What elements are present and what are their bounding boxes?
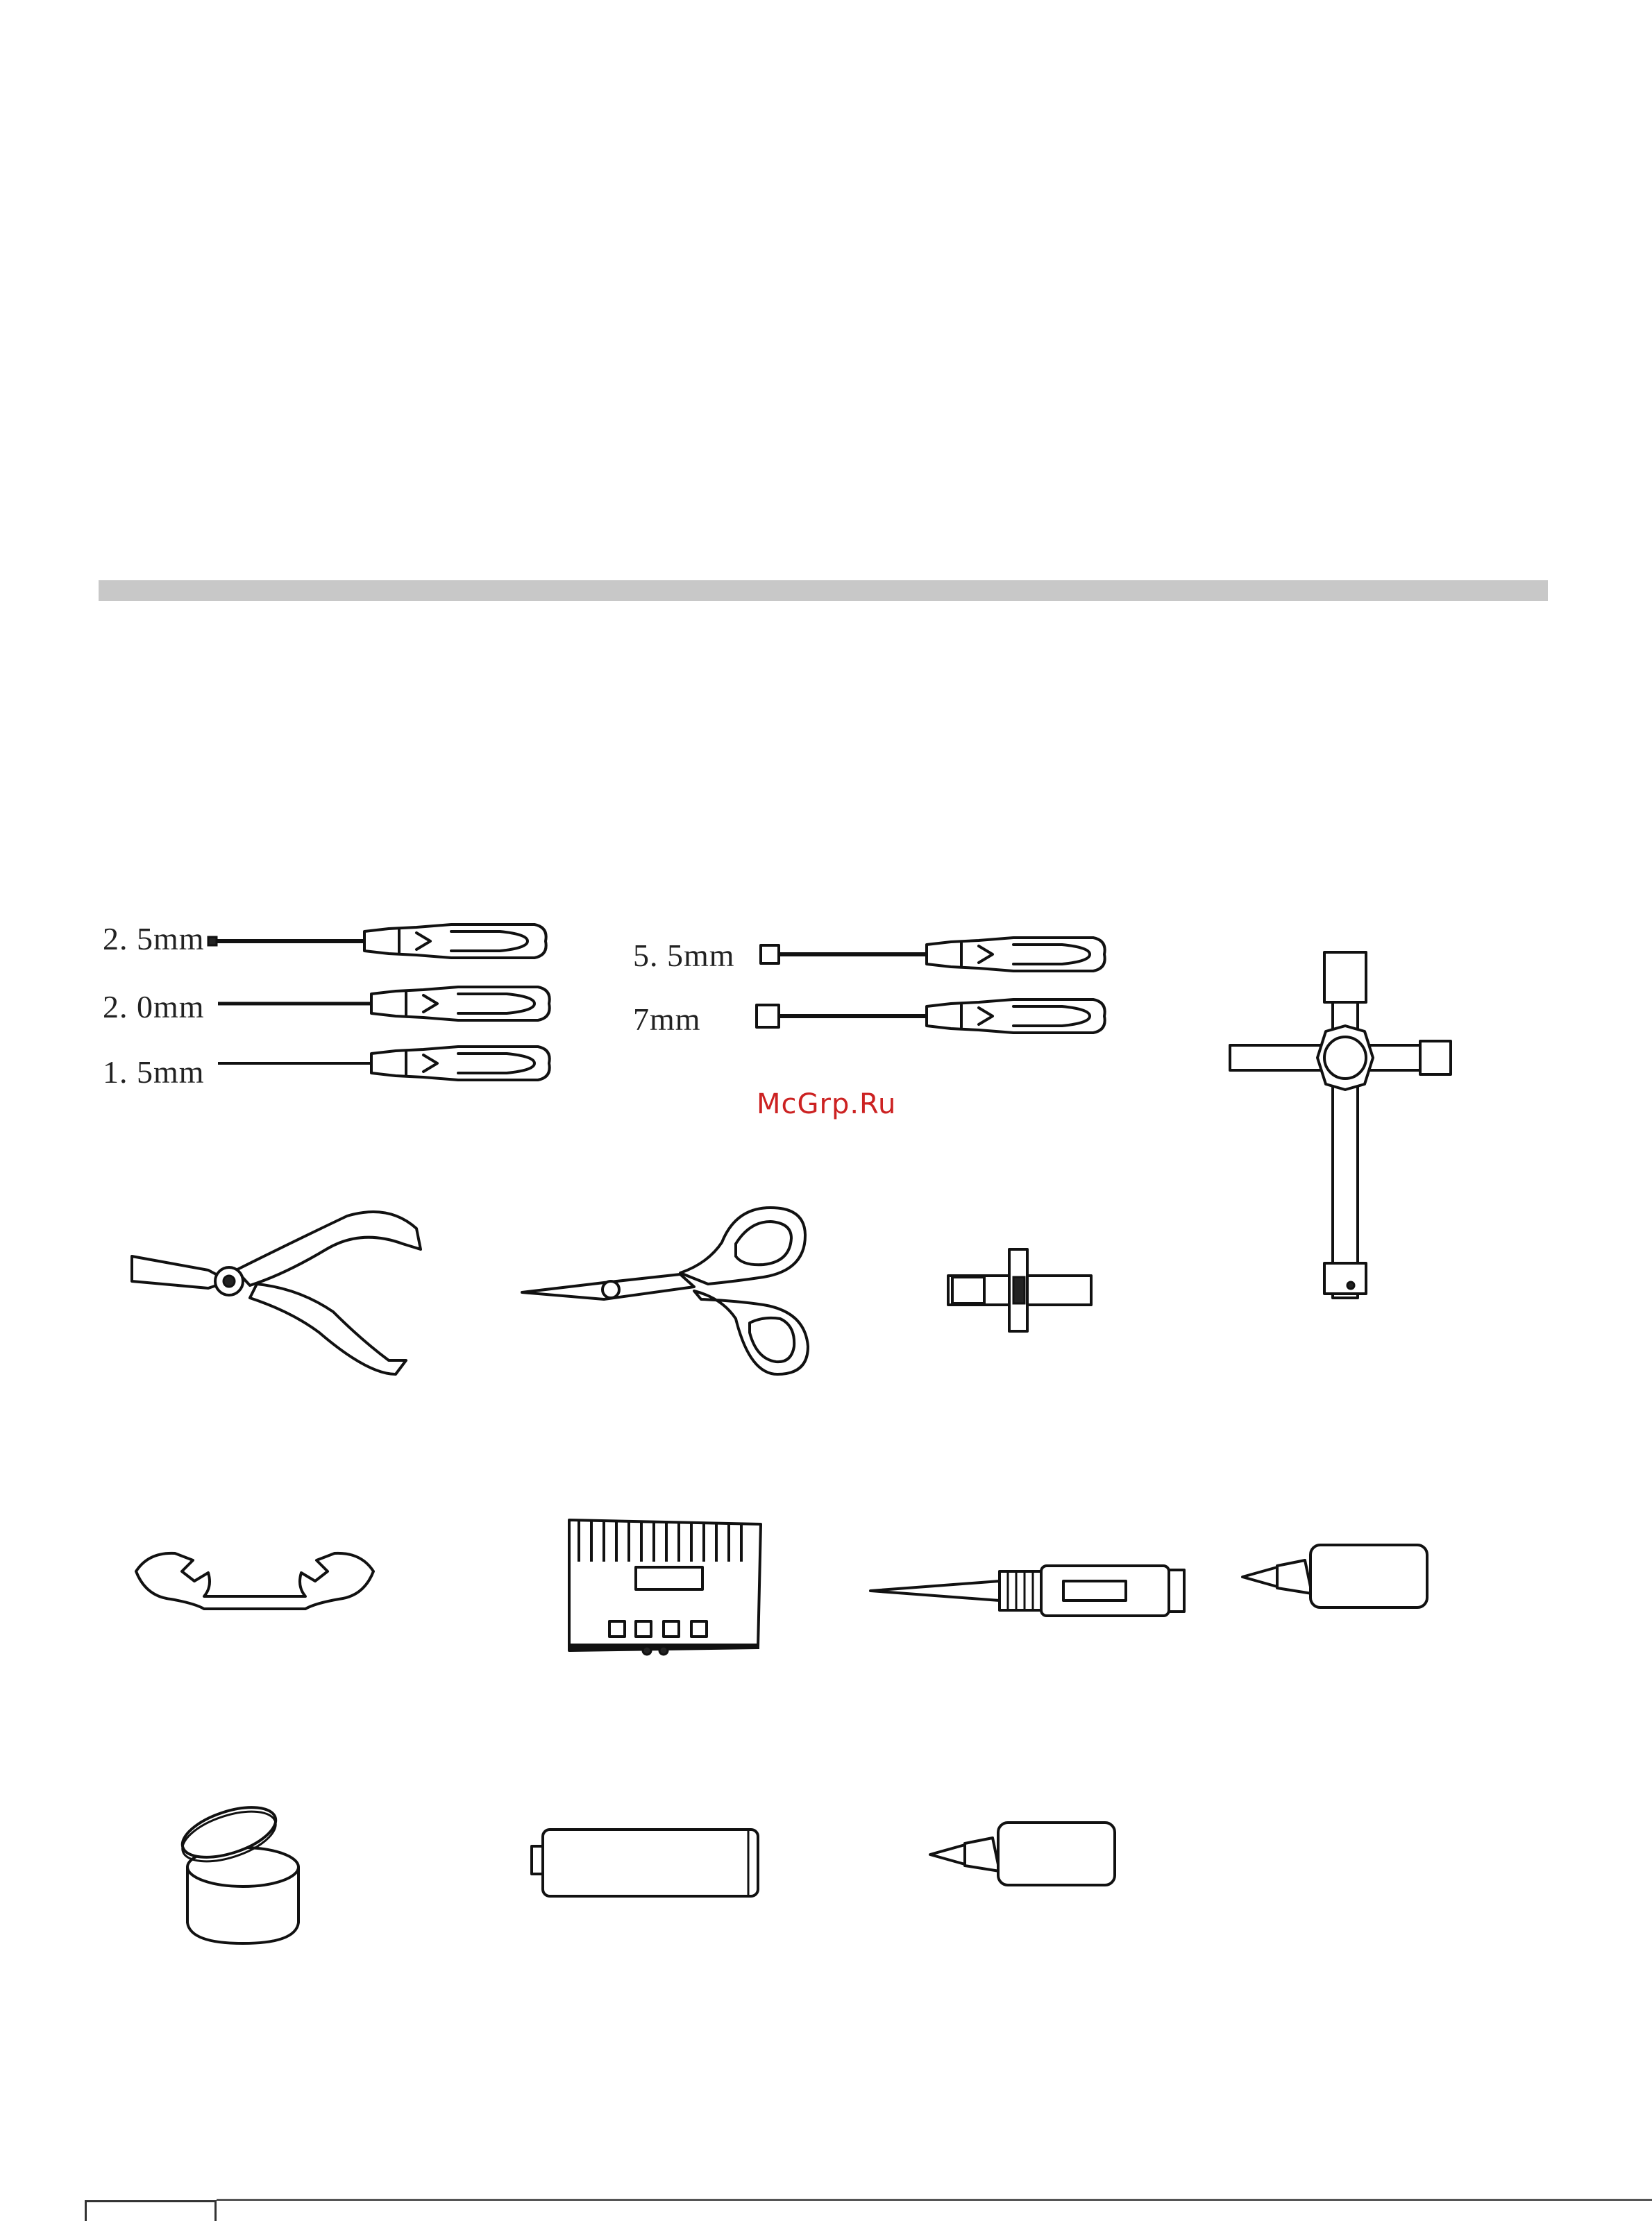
socket-driver-label-7: 7mm xyxy=(633,1002,701,1037)
hex-driver-label-2-0: 2. 0mm xyxy=(103,989,205,1024)
socket-driver-5-5-icon xyxy=(761,938,1105,971)
cylinder-battery-icon xyxy=(532,1830,758,1896)
hex-driver-label-1-5: 1. 5mm xyxy=(103,1054,205,1090)
hex-driver-2-5-icon xyxy=(208,924,546,958)
hex-driver-2-0-icon xyxy=(218,987,550,1020)
pliers-icon xyxy=(132,1212,421,1374)
socket-driver-label-5-5: 5. 5mm xyxy=(633,938,735,973)
oil-bottle-2-icon xyxy=(930,1823,1115,1885)
oil-bottle-icon xyxy=(1242,1545,1427,1607)
small-cross-tool-icon xyxy=(948,1249,1091,1331)
grease-jar-icon xyxy=(176,1798,298,1943)
scissors-icon xyxy=(522,1208,808,1374)
hex-driver-label-2-5: 2. 5mm xyxy=(103,921,205,956)
open-end-wrench-icon xyxy=(136,1553,373,1609)
reamer-icon xyxy=(870,1566,1184,1616)
socket-driver-7-icon xyxy=(757,999,1105,1033)
hex-driver-1-5-icon xyxy=(218,1047,550,1080)
page-number-tab xyxy=(85,2200,217,2221)
footer-rule xyxy=(217,2199,1652,2201)
watermark-text: McGrp.Ru xyxy=(757,1088,897,1120)
cross-wrench-icon xyxy=(1230,952,1451,1298)
charger-icon xyxy=(568,1520,761,1655)
